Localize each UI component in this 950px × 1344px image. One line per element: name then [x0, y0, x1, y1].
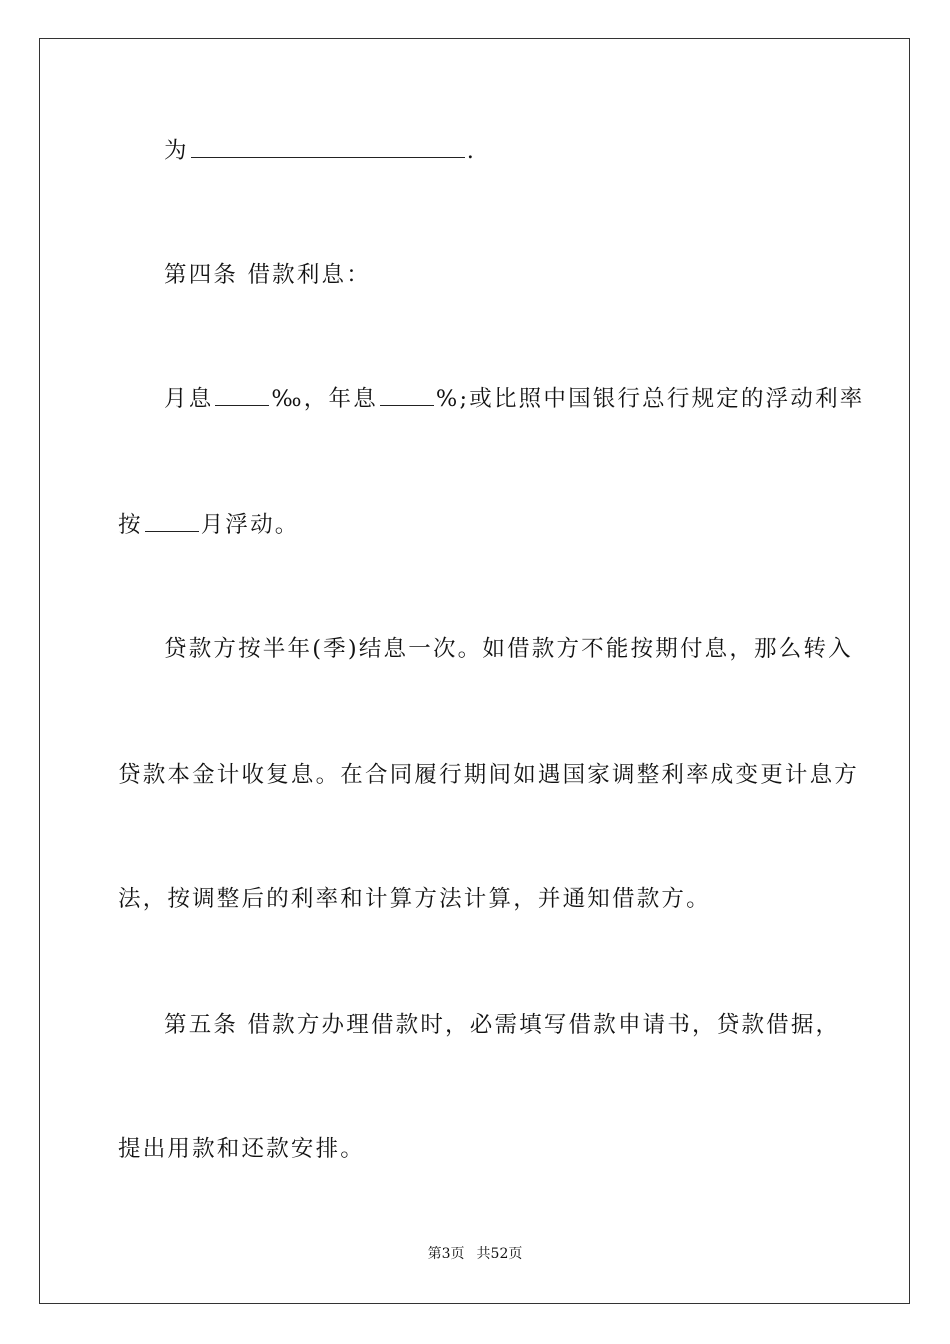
article-four-heading: 第四条 借款利息： [164, 262, 371, 288]
annual-interest-label: ‰，年息 [271, 386, 378, 412]
fill-blank-monthly [215, 385, 269, 406]
line4-prefix: 按 [118, 512, 143, 538]
fill-blank-annual [380, 385, 434, 406]
fill-blank-months [145, 511, 199, 532]
page-number: 第3页 [427, 1246, 465, 1262]
text-line-9: 提出用款和还款安排。 [118, 1136, 366, 1162]
text-line-5: 贷款方按半年(季)结息一次。如借款方不能按期付息，那么转入 [164, 636, 853, 662]
line4-suffix: 月浮动。 [200, 512, 300, 538]
text-line-4 [118, 510, 838, 540]
text-line-1 [164, 136, 884, 166]
line1-end: . [466, 138, 477, 164]
page-footer [0, 1245, 950, 1263]
text-line-6: 贷款本金计收复息。在合同履行期间如遇国家调整利率成变更计息方 [118, 762, 860, 788]
page-total: 共52页 [476, 1246, 523, 1262]
line1-prefix: 为 [164, 138, 189, 164]
text-line-3 [164, 384, 884, 414]
article-five-text: 第五条 借款方办理借款时，必需填写借款申请书，贷款借据， [164, 1012, 841, 1038]
fill-blank-long [191, 137, 465, 158]
floating-rate-text: %;或比照中国银行总行规定的浮动利率 [435, 386, 865, 412]
monthly-interest-label: 月息 [164, 386, 214, 412]
text-line-7: 法，按调整后的利率和计算方法计算，并通知借款方。 [118, 886, 711, 912]
page-border [39, 38, 910, 1304]
